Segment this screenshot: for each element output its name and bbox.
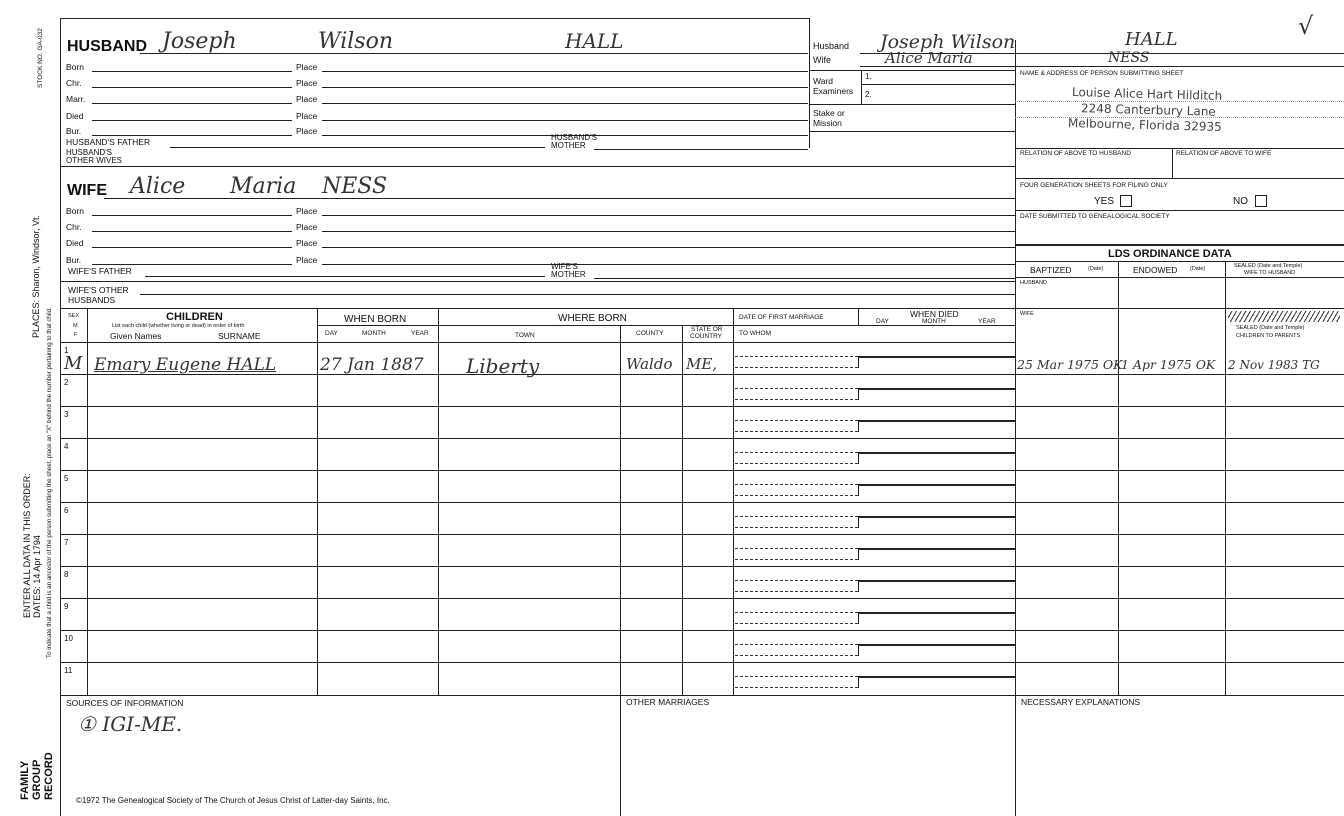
date-submitted-label: DATE SUBMITTED TO GENEALOGICAL SOCIETY [1020,213,1170,220]
no-label: NO [1233,196,1248,207]
lds-sealed-wife-2: WIFE TO HUSBAND [1244,270,1296,276]
lds-husband-label: HUSBAND [1020,280,1047,286]
when-died-line [858,516,1015,518]
submitter-line-1: Louise Alice Hart Hilditch [1071,85,1223,103]
sources-label: SOURCES OF INFORMATION [66,698,184,708]
rh-wife-value: Alice Maria [885,49,973,67]
wife-born-place-line [322,215,1015,216]
husband-marr-label: Marr. [66,94,86,104]
rh-husband-value: Joseph Wilson [880,31,1016,53]
relation-wife-label: RELATION OF ABOVE TO WIFE [1176,150,1272,157]
husband-died-place-label: Place [296,111,318,121]
wife-died-line [92,247,292,248]
rh-stake-line [809,131,1015,132]
wife-mother-label-1: WIFE'S [551,262,578,271]
submitter-line-3: Melbourne, Florida 32935 [1067,115,1222,135]
lds-baptized-label: BAPTIZED [1030,265,1072,275]
wife-label: WIFE [67,182,107,199]
husband-name-line [140,53,808,54]
rh-wife-line [860,66,1344,67]
husband-bur-place-label: Place [296,126,318,136]
record-title-2: GROUP [31,759,43,800]
wife-chr-place-label: Place [296,222,318,232]
marriage-date-line [735,356,858,357]
four-gen-label: FOUR GENERATION SHEETS FOR FILING ONLY [1020,182,1168,189]
enter-order-note: ENTER ALL DATA IN THIS ORDER: [22,473,32,618]
died-day-label: DAY [876,318,889,325]
when-born-divider [317,325,438,326]
wife-bur-line [92,264,292,265]
check-mark: √ [1298,12,1314,40]
child-row-number: 3 [64,410,69,419]
lds-baptized-date-note: (Date) [1088,266,1104,272]
relation-husband-label: RELATION OF ABOVE TO HUSBAND [1020,150,1131,157]
left-border [60,18,61,816]
when-died-tick [858,452,859,464]
lds-wife-label: WIFE [1020,311,1034,317]
no-checkbox[interactable] [1255,195,1267,207]
child-row-line [60,598,1344,599]
child-1-county: Waldo [626,355,673,373]
when-died-line [858,580,1015,582]
when-died-line [858,356,1015,358]
header-divider [809,18,810,148]
lds-husband-bottom [1015,308,1344,309]
children-list-note: List each child (whether living or dead) in order of birth [112,323,245,329]
lds-sealed-children-1: SEALED (Date and Temple) [1236,325,1305,331]
wife-chr-line [92,231,292,232]
when-died-line [858,484,1015,486]
child-row-number: 1 [64,346,69,355]
marriage-date-line [735,420,858,421]
to-whom-line [735,367,858,368]
wife-surname: NESS [322,174,388,199]
to-whom-line [735,431,858,432]
child-row-line [60,566,1344,567]
lds-endowed-label: ENDOWED [1133,265,1178,275]
copyright: ©1972 The Genealogical Society of The Church of Jesus Christ of Latter-day Saints, Inc. [76,796,390,805]
yes-label: YES [1094,196,1115,207]
born-day-label: DAY [325,330,338,337]
when-died-tick [858,548,859,560]
husband-chr-line [92,87,292,88]
husband-other-wives-label-1: HUSBAND'S [66,148,112,157]
rh-husband-surname: HALL [1125,29,1178,50]
col-state [682,325,683,695]
rh-wife-label: Wife [813,55,831,65]
submitter-guide-1 [1015,101,1344,102]
wife-given-name: Alice [130,174,186,199]
when-died-line [858,612,1015,614]
marriage-date-line [735,484,858,485]
to-whom-line [735,559,858,560]
col-when-died-head [858,308,859,325]
children-heading: CHILDREN [166,311,223,323]
lds-top [1015,244,1344,246]
husband-chr-label: Chr. [66,78,82,88]
born-year-label: YEAR [411,330,429,337]
child-row-line [60,630,1344,631]
when-died-line [858,420,1015,422]
lds-sealed-children-2: CHILDREN TO PARENTS [1236,333,1301,339]
child-1-state: ME, [686,355,718,373]
stock-number: STOCK NO. GA-032 [37,28,44,88]
to-whom-line [735,655,858,656]
rh-ward-divider [861,70,862,104]
rh-stake-top [809,104,1015,105]
wife-other-husbands-label-2: HUSBANDS [68,295,116,305]
husband-section-bottom [60,166,1015,167]
wife-mother-label-2: MOTHER [551,270,586,279]
footer-divider [620,695,621,816]
wife-died-place-line [322,247,1015,248]
marriage-date-line [735,676,858,677]
wife-other-husbands-label-1: WIFE'S OTHER [68,285,129,295]
husband-born-place-line [322,71,808,72]
relation-divider [1172,148,1173,178]
child-row-line [60,438,1344,439]
given-names-label: Given Names [110,331,162,341]
child-row-line [60,502,1344,503]
when-died-line [858,452,1015,454]
to-whom-line [735,495,858,496]
other-marriages-label: OTHER MARRIAGES [626,697,710,707]
marriage-date-line [735,548,858,549]
lds-hatched-cell [1228,311,1340,322]
wife-middle-name: Maria [230,174,297,199]
wife-section-bottom [60,308,1015,309]
wife-father-label: WIFE'S FATHER [68,266,132,276]
child-1-sealed: 2 Nov 1983 TG [1228,358,1320,372]
when-died-tick [858,612,859,624]
when-died-line [858,388,1015,390]
col-county [620,325,621,695]
when-died-tick [858,420,859,432]
where-born-divider [438,325,733,326]
top-border [60,18,810,19]
when-died-tick [858,676,859,688]
child-row-number: 10 [64,634,73,643]
wife-father-line [145,276,545,277]
husband-mother-line [594,149,808,150]
marriage-date-line [735,452,858,453]
child-1-baptized: 25 Mar 1975 OK [1017,357,1123,372]
husband-middle-name: Wilson [318,29,394,54]
child-1-born: 27 Jan 1887 [320,355,424,375]
wife-born-place-label: Place [296,206,318,216]
lds-title: LDS ORDINANCE DATA [1108,248,1232,260]
wife-bur-place-label: Place [296,255,318,265]
husband-died-line [92,120,292,121]
when-died-tick [858,356,859,368]
husband-born-line [92,71,292,72]
rh-stake-label-1: Stake or [813,108,845,118]
husband-marr-place-label: Place [296,94,318,104]
lds-title-bottom [1015,261,1344,262]
rh-ward-label: Ward [813,76,833,86]
wife-chr-place-line [322,231,1015,232]
to-whom-line [735,463,858,464]
child-row-line [60,470,1344,471]
places-note: PLACES: Sharon, Windsor, Vt. [31,214,41,338]
husband-label: HUSBAND [67,38,147,55]
when-died-header-line [858,325,1015,326]
marriage-date-line [735,388,858,389]
sex-f-label: F [74,332,78,338]
record-title-1: FAMILY [19,760,31,800]
state-label-2: COUNTRY [690,333,723,340]
record-title-3: RECORD [43,752,55,800]
rh-examiner-1-line [862,84,1015,85]
to-whom-label: TO WHOM [739,330,772,337]
husband-surname: HALL [565,29,624,53]
sources-value: ① IGI-ME. [78,712,183,736]
when-died-tick [858,580,859,592]
children-header-bottom [60,342,1015,343]
marriage-date-line [735,516,858,517]
submitter-line-2: 2248 Canterbury Lane [1080,101,1216,119]
husband-died-place-line [322,120,808,121]
child-1-endowed: 1 Apr 1975 OK [1121,357,1216,372]
marriage-date-line [735,644,858,645]
husband-bur-line [92,135,292,136]
four-gen-bottom [1015,210,1344,211]
husband-died-label: Died [66,111,84,121]
lds-header-bottom [1015,277,1344,278]
sex-m-label: M [73,323,78,329]
child-row-number: 7 [64,538,69,547]
yes-checkbox[interactable] [1120,195,1132,207]
when-died-tick [858,484,859,496]
lds-sealed-wife-1: SEALED (Date and Temple) [1234,263,1303,269]
died-month-label: MONTH [922,318,946,325]
right-column-divider [1015,40,1016,816]
husband-marr-line [92,103,292,104]
to-whom-line [735,527,858,528]
husband-born-label: Born [66,62,84,72]
wife-parents-bottom [60,281,1015,282]
born-month-label: MONTH [362,330,386,337]
when-died-tick [858,516,859,528]
wife-bur-label: Bur. [66,255,82,265]
child-row-number: 8 [64,570,69,579]
child-row-line [60,534,1344,535]
rh-ward-top [809,70,1015,71]
husband-bur-label: Bur. [66,126,82,136]
rh-husband-label: Husband [813,41,850,51]
town-label: TOWN [515,332,535,339]
surname-label: SURNAME [218,331,261,341]
when-died-label: WHEN DIED [910,309,959,319]
when-died-line [858,644,1015,646]
died-year-label: YEAR [978,318,996,325]
lds-endowed-date-note: (Date) [1190,266,1206,272]
when-died-tick [858,644,859,656]
sex-label: SEX [68,313,80,319]
husband-born-place-label: Place [296,62,318,72]
husband-given-name: Joseph [162,29,237,54]
first-marriage-divider [733,325,858,326]
to-whom-line [735,687,858,688]
submitter-guide-2 [1015,117,1344,118]
dates-note: DATES: 14 Apr 1794 [32,535,42,618]
rh-examiner-1: 1. [865,72,872,81]
state-label-1: STATE OR [691,326,723,333]
ancestor-indicator-note: To indicate that a child is an ancestor of the person submitting the sheet, place an "X" behind the number pertaining to that child. [46,307,53,658]
husband-father-label: HUSBAND'S FATHER [66,137,151,147]
relation-bottom [1015,178,1344,179]
to-whom-line [735,591,858,592]
husband-chr-place-label: Place [296,78,318,88]
to-whom-line [735,623,858,624]
wife-chr-label: Chr. [66,222,82,232]
wife-died-place-label: Place [296,238,318,248]
rh-examiner-2: 2. [865,90,872,99]
child-1-sex: M [64,353,83,374]
rh-stake-label-2: Mission [813,118,842,128]
child-row-number: 11 [64,666,73,675]
child-row-number: 2 [64,378,69,387]
when-born-label: WHEN BORN [344,314,407,325]
wife-bur-place-line [322,264,1015,265]
wife-other-husbands-line [140,294,1015,295]
husband-chr-place-line [322,87,808,88]
county-label: COUNTY [636,330,664,337]
child-row-number: 4 [64,442,69,451]
marriage-date-line [735,580,858,581]
husband-mother-label-1: HUSBAND'S [551,133,597,142]
where-born-label: WHERE BORN [558,313,627,324]
wife-mother-line [594,278,1015,279]
rh-examiners-label: Examiners [813,86,854,96]
child-1-name: Emary Eugene HALL [94,355,277,375]
husband-father-line [170,147,545,148]
husband-other-wives-label-2: OTHER WIVES [66,156,123,165]
rh-wife-surname: NESS [1108,50,1150,66]
explanations-label: NECESSARY EXPLANATIONS [1021,697,1141,707]
first-marriage-label: DATE OF FIRST MARRIAGE [739,314,824,321]
husband-mother-label-2: MOTHER [551,141,586,150]
when-died-tick [858,388,859,400]
child-row-line [60,406,1344,407]
submitter-label: NAME & ADDRESS OF PERSON SUBMITTING SHEET [1020,70,1184,77]
child-row-number: 9 [64,602,69,611]
marriage-date-line [735,612,858,613]
wife-died-label: Died [66,238,84,248]
child-row-number: 5 [64,474,69,483]
child-1-town: Liberty [466,354,540,378]
child-row-line [60,662,1344,663]
child-row-number: 6 [64,506,69,515]
when-died-line [858,548,1015,550]
wife-born-line [92,215,292,216]
wife-born-label: Born [66,206,84,216]
submitter-bottom [1015,148,1344,149]
when-died-line [858,676,1015,678]
husband-marr-place-line [322,103,808,104]
to-whom-line [735,399,858,400]
footer-top [60,695,1344,696]
